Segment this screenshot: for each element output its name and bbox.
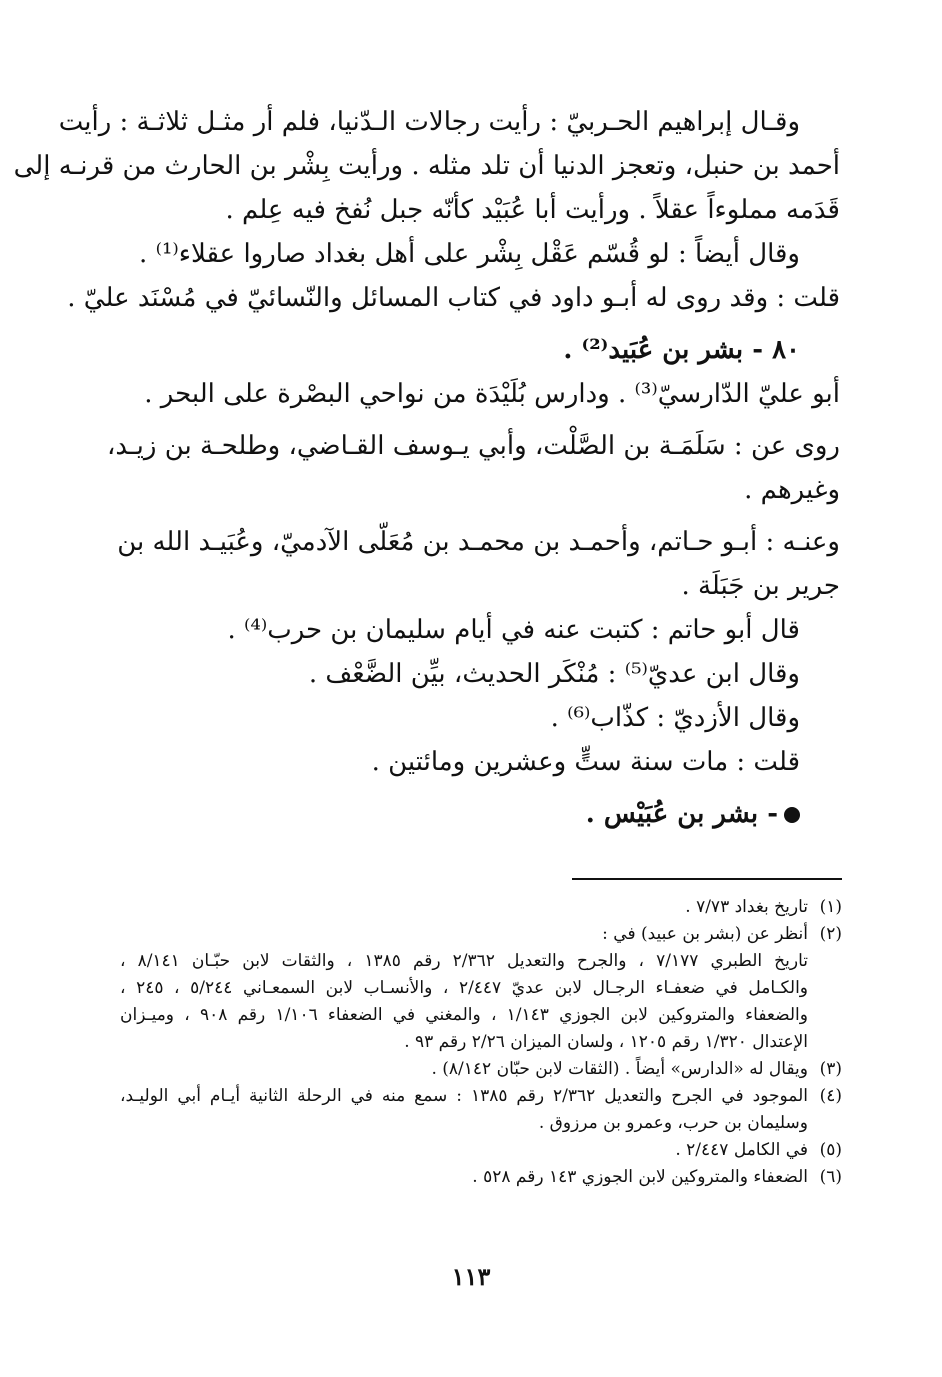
footnotes (120, 894, 842, 1191)
footnote-text: والكـامل في ضعفـاء الرجـال لابن عديّ ٢/٤٤٧ ، والأنسـاب لابن السمعـاني ٥/٢٤٤ ، ٢٤٥ ، (120, 978, 809, 998)
footnote (120, 1083, 842, 1110)
entry-heading (120, 792, 840, 836)
footnote (120, 1137, 842, 1164)
footnote-number: (٤) (819, 1086, 842, 1106)
text-line: جرير بن جَبَلَة . (681, 571, 840, 601)
text-line: وقال ابن عديّ⁽⁵⁾ : مُنْكَر الحديث، بيِّن الضَّعْف . (308, 659, 800, 689)
footnote-number: (٥) (819, 1140, 842, 1160)
footnote-text: الموجود في الجرح والتعديل ٢/٣٦٢ رقم ١٣٨٥ : سمع منه في الرحلة الثانية أيـام أبي الوليـد، (120, 1086, 808, 1106)
text-line: قال أبو حاتم : كتبت عنه في أيام سليمان بن حرب⁽⁴⁾ . (227, 615, 800, 645)
footnote (120, 894, 842, 921)
footnote-number: (٣) (819, 1059, 842, 1079)
footnote (120, 1056, 842, 1083)
text-line: أبو عليّ الدّارسيّ⁽³⁾ . ودارس بُلَيْدَة من نواحي البصْرة على البحر . (144, 379, 840, 409)
footnote-number: (٦) (819, 1167, 842, 1187)
footnote-text: الضعفاء والمتروكين لابن الجوزي ١٤٣ رقم ٥٢٨ . (472, 1167, 808, 1187)
text-line: قلت : مات سنة ستٍّ وعشرين ومائتين . (371, 747, 800, 777)
footnote-number: (١) (819, 897, 842, 917)
text-line: وقـال إبراهيم الحـربيّ : رأيت رجالات الـدّنيا، فلم أر مثـل ثلاثـة : رأيت (58, 107, 800, 137)
page-number: ١١٣ (451, 1262, 491, 1291)
footnote-text: في الكامل ٢/٤٤٧ . (675, 1140, 808, 1160)
footnote-number: (٢) (819, 924, 842, 944)
footnote-text: الإعتدال ١/٣٢٠ رقم ١٢٠٥ ، ولسان الميزان ٢/٢٦ رقم ٩٣ . (404, 1032, 808, 1052)
footnote-text: أنظر عن (بشر بن عبيد) في : (602, 924, 808, 944)
text-line: روى عن : سَلَمَـة بن الصَّلْت، وأبي يـوسف القـاضي، وطلحـة بن زيـد، (107, 431, 840, 461)
footnote-text: تاريخ الطبري ٧/١٧٧ ، والجرح والتعديل ٢/٣٦٢ رقم ١٣٨٥ ، والثقات لابن حبّـان ٨/١٤١ ، (120, 951, 809, 971)
text-line: وقال أيضاً : لو قُسّم عَقْل بِشْر على أهل بغداد صاروا عقلاء⁽¹⁾ . (139, 239, 800, 269)
text-line: قلت : وقد روى له أبـو داود في كتاب المسائل والنّسائيّ في مُسْنَد عليّ . (67, 283, 840, 313)
text-line: أحمد بن حنبل، وتعجز الدنيا أن تلد مثله . ورأيت بِشْر بن الحارث من قرنـه إلى (13, 151, 840, 181)
main-text (13, 100, 840, 836)
text-line: قَدَمه مملوءاً عقلاً . ورأيت أبا عُبَيْد كأنّه جبل نُفخ فيه عِلم . (225, 195, 840, 225)
footnote-divider (572, 878, 842, 880)
footnote (120, 921, 842, 948)
footnote (120, 1164, 842, 1191)
footnote-text: تاريخ بغداد ٧/٧٣ . (685, 897, 808, 917)
text-line: وقال الأزديّ : كذّاب⁽⁶⁾ . (550, 703, 800, 733)
entry-title: - بشر بن عُبَيْس . (585, 799, 778, 829)
text-line: وغيرهم . (744, 475, 840, 505)
footnote-text: وسليمان بن حرب، وعمرو بن مرزوق . (538, 1113, 808, 1133)
entry-heading: ٨٠ - بشر بن عُبَيد⁽²⁾ . (563, 335, 800, 365)
footnote-text: والضعفاء والمتروكين لابن الجوزي ١/١٤٣ ، والمغني في الضعفاء ١/١٠٦ رقم ٩٠٨ ، وميـزان (120, 1005, 808, 1025)
bullet-icon (784, 807, 800, 823)
text-line: وعنـه : أبـو حـاتم، وأحمـد بن محمـد بن مُعَلّى الآدميّ، وعُبَيـد الله بن (117, 527, 840, 557)
footnote-text: ويقال له «الدارس» أيضاً . (الثقات لابن حبّان ٨/١٤٢) . (431, 1059, 808, 1079)
